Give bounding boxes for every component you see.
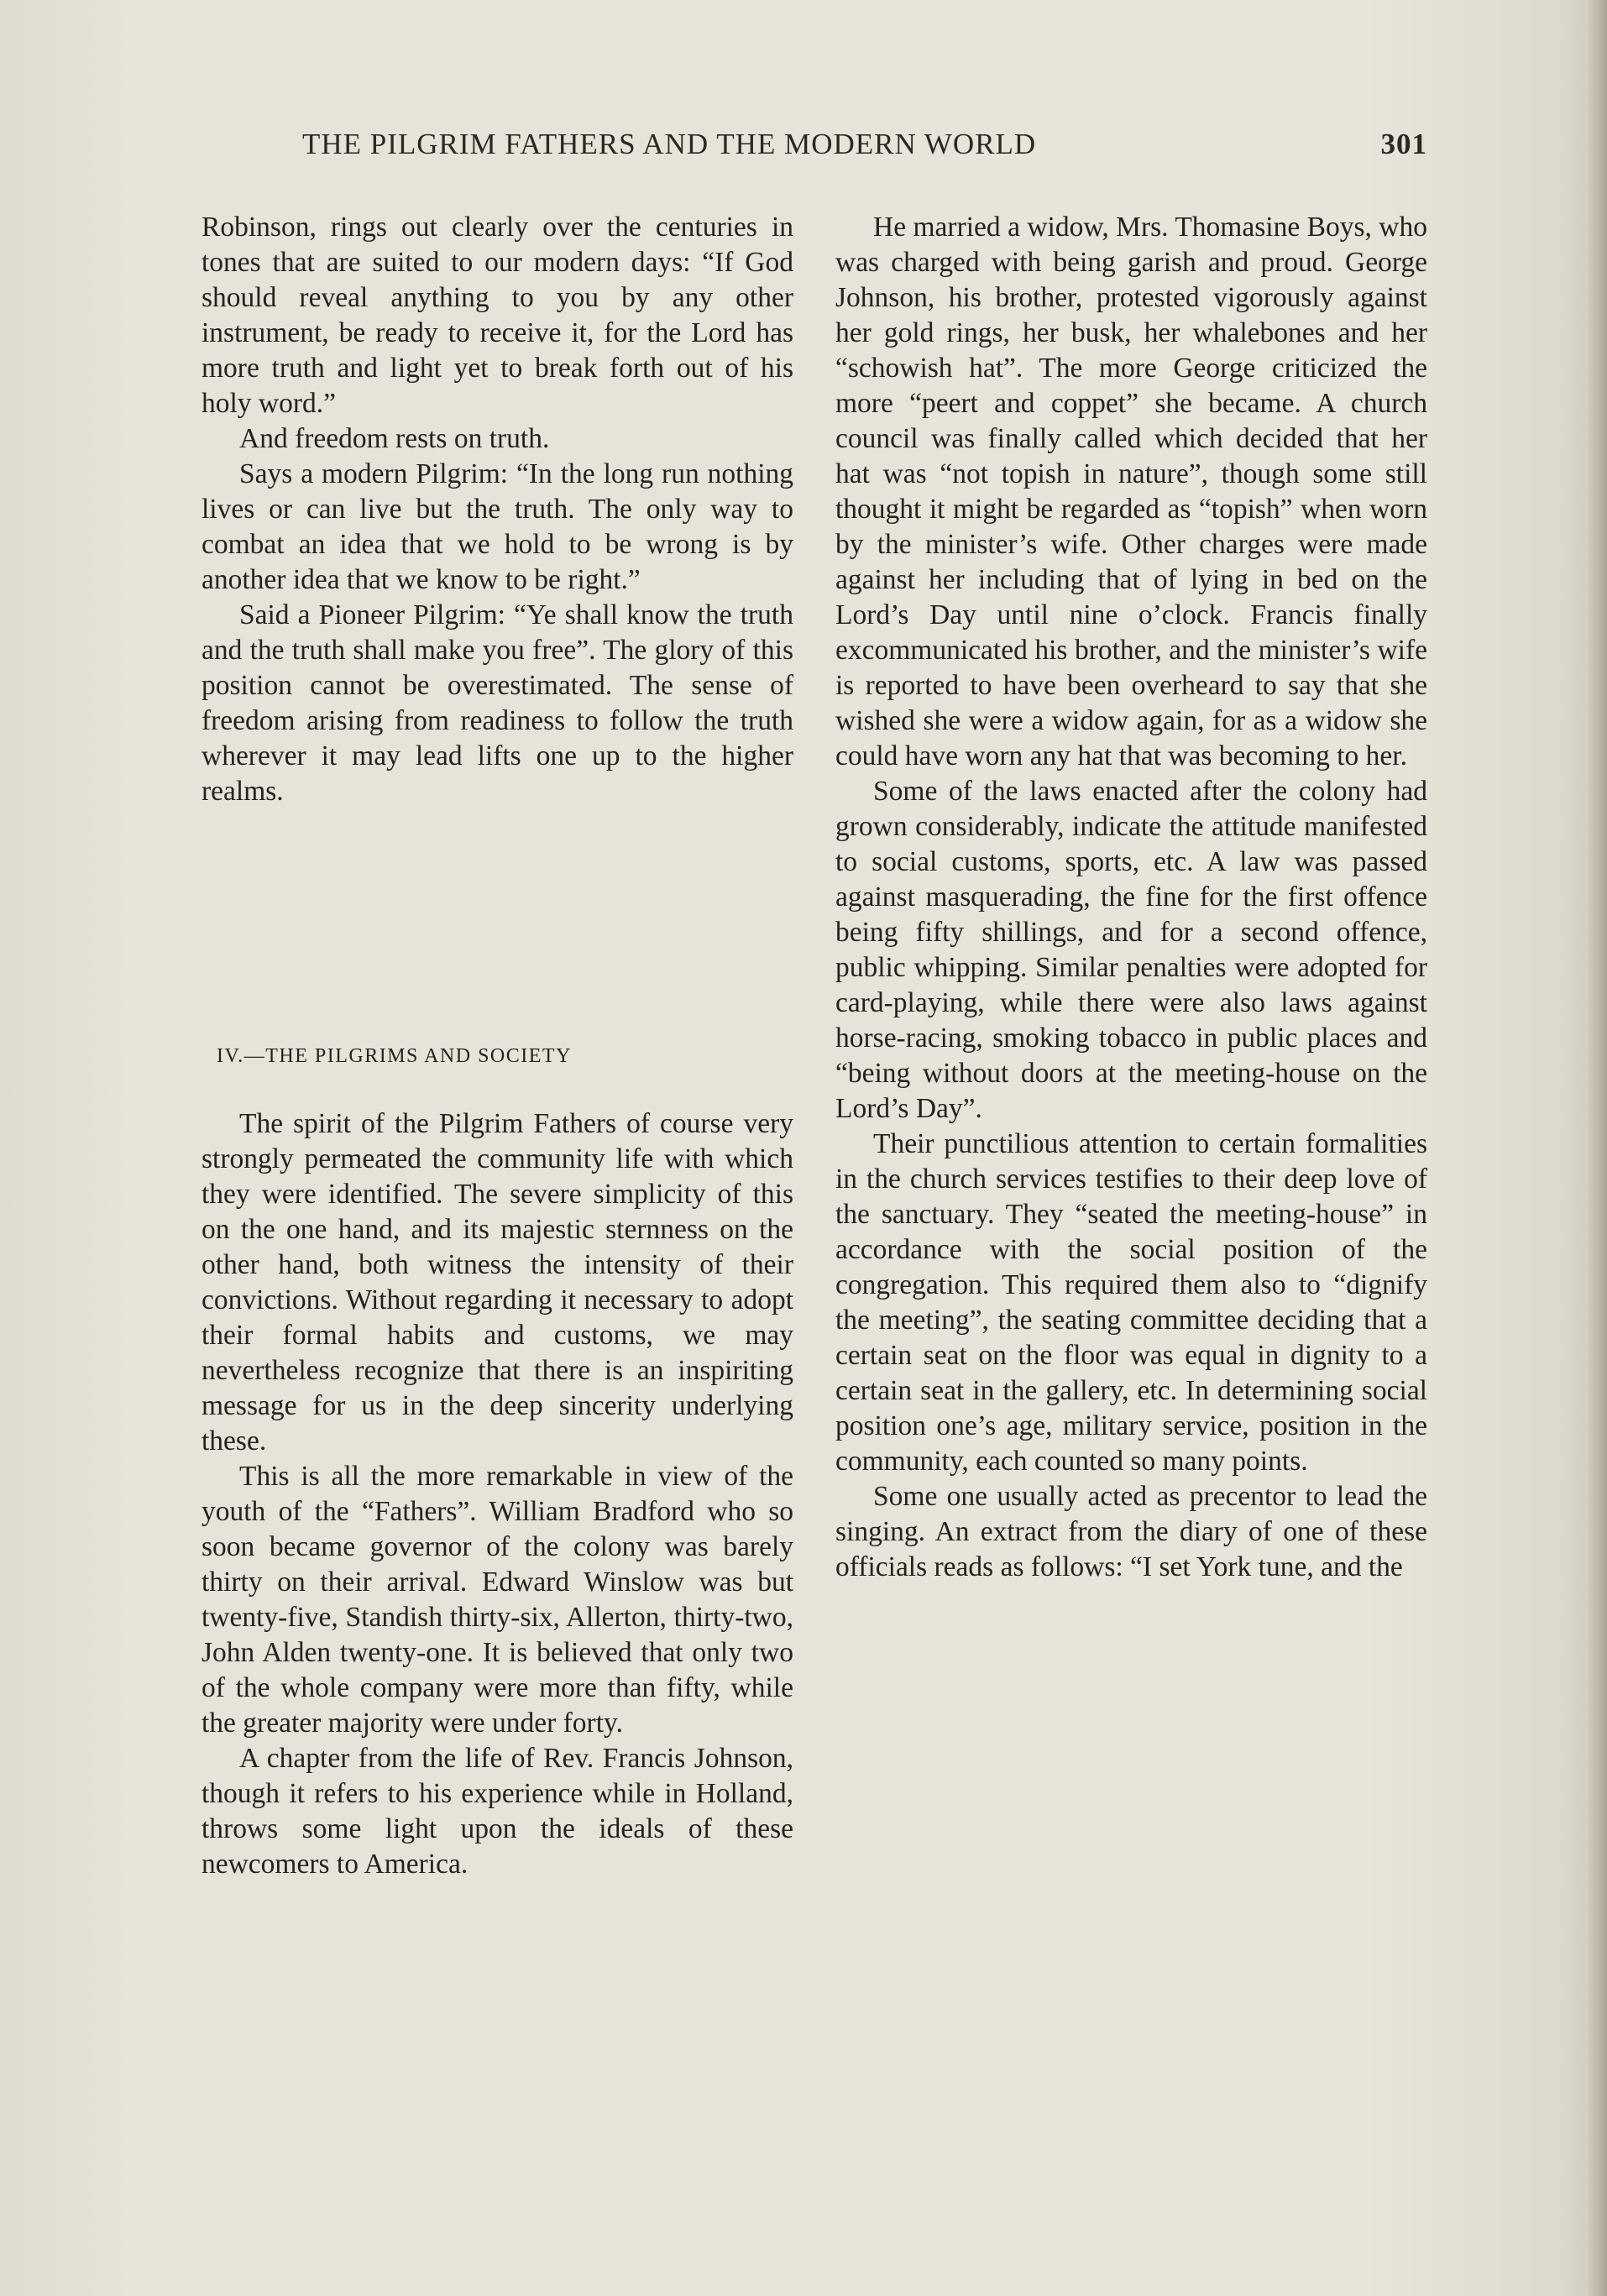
page-edge-shadow <box>1585 0 1607 2296</box>
paragraph: Their punctilious attention to certain formalities in the church services testifies to their deep love of the sanctuary. They “seated the meeting-house” in accordance with the social position of the congregation. This required them also to “dignify the meeting”, the seating committee deciding that a certain seat on the floor was equal in dignity to a certain seat in the gallery, etc. In determining social position one’s age, military service, position in the community, each counted so many points. <box>835 1128 1427 1477</box>
paragraph: Some of the laws enacted after the colony had grown considerably, indicate the attitude manifested to social customs, sports, etc. A law was passed against masquerading, the fine for the first offence being fifty shillings, and for a second offence, public whipping. Similar penalties were adopted for card-playing, while there were also laws against horse-racing, smoking tobacco in public places and “being without doors at the meeting-house on the Lord’s Day”. <box>835 776 1427 1124</box>
paragraph: And freedom rests on truth. <box>239 423 550 454</box>
left-column-section <box>202 1106 793 1882</box>
page-number: 301 <box>1380 128 1427 160</box>
paragraph: A chapter from the life of Rev. Francis Johnson, though it refers to his experience while in Holland, throws some light upon the ideals of these newcomers to America. <box>202 1743 793 1880</box>
section-heading: IV.—THE PILGRIMS AND SOCIETY <box>217 1045 572 1067</box>
paragraph: Robinson, rings out clearly over the centuries in tones that are suited to our modern days: “If God should reveal anything to you by any other instrument, be ready to receive it, for the Lord has more truth and light yet to break forth out of his holy word.” <box>202 212 793 419</box>
paragraph: This is all the more remarkable in view of the youth of the “Fathers”. William Bradford who so soon became governor of the colony was barely thirty on their arrival. Edward Winslow was but twenty-five, Standish thirty-six, Allerton, thirty-two, John Alden twenty-one. It is believed that only two of the whole company were more than fifty, while the greater majority were under forty. <box>202 1461 793 1739</box>
page-header <box>302 128 1427 178</box>
running-head: THE PILGRIM FATHERS AND THE MODERN WORLD <box>302 128 1037 160</box>
paragraph: Says a modern Pilgrim: “In the long run nothing lives or can live but the truth. The only way to combat an idea that we hold to be wrong is by another idea that we know to be right.” <box>202 458 793 595</box>
right-column <box>835 210 1427 1585</box>
paragraph: Some one usually acted as precentor to lead the singing. An extract from the diary of one of these officials reads as follows: “I set York tune, and the <box>835 1481 1427 1582</box>
left-column <box>202 210 793 809</box>
paragraph: Said a Pioneer Pilgrim: “Ye shall know the truth and the truth shall make you free”. The glory of this position cannot be overestimated. The sense of freedom arising from readiness to follow the truth wherever it may lead lifts one up to the higher realms. <box>202 599 793 807</box>
paragraph: The spirit of the Pilgrim Fathers of course very strongly permeated the community life with which they were identified. The severe simplicity of this on the one hand, and its majestic sternness on the other hand, both witness the intensity of their convictions. Without regarding it necessary to adopt their formal habits and customs, we may nevertheless recognize that there is an inspiriting message for us in the deep sincerity underlying these. <box>202 1108 793 1457</box>
paragraph: He married a widow, Mrs. Thomasine Boys, who was charged with being garish and proud. George Johnson, his brother, protested vigorously against her gold rings, her busk, her whalebones and her “schowish hat”. The more George criticized the more “peert and coppet” she became. A church council was finally called which decided that her hat was “not topish in nature”, though some still thought it might be regarded as “topish” when worn by the minister’s wife. Other charges were made against her including that of lying in bed on the Lord’s Day until nine o’clock. Francis finally excommunicated his brother, and the minister’s wife is reported to have been overheard to say that she wished she were a widow again, for as a widow she could have worn any hat that was becoming to her. <box>835 212 1427 771</box>
